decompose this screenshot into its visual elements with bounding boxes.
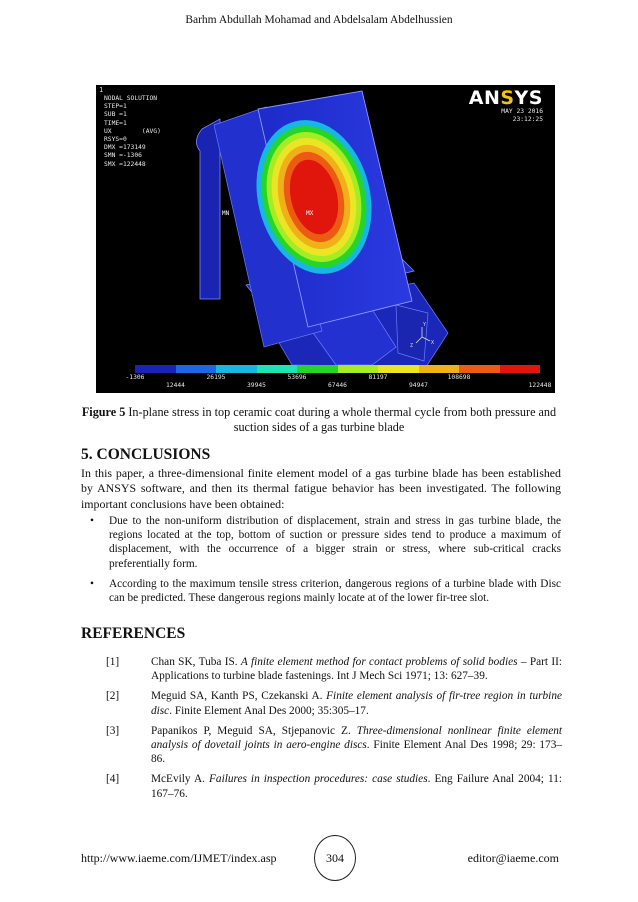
list-item: • Due to the non-uniform distribution of displacement, strain and stress in gas turbine blade, the regions located at the top, bottom of suction or pressure sides tend to produce a maximum of displacement, with the occurrence of a bigger strain or stress, where sub-critical cracks preferentially form. <box>90 515 561 570</box>
timestamp <box>501 108 543 124</box>
reference-number: [4] <box>106 773 120 786</box>
journal-url-link[interactable]: http://www.iaeme.com/IJMET/index.asp <box>81 851 277 865</box>
legend-tick-label: 53696 <box>287 374 307 381</box>
legend-swatch <box>135 365 176 373</box>
info-line: NODAL SOLUTION <box>104 95 158 102</box>
legend-swatch <box>297 365 338 373</box>
info-line: STEP=1 <box>104 103 127 111</box>
legend-tick-label: 108698 <box>447 374 471 381</box>
color-legend-bar <box>135 365 540 373</box>
axis-z-label: Z <box>410 343 414 349</box>
legend-swatch <box>459 365 500 373</box>
axis-x-label: X <box>431 340 435 346</box>
reference-number: [1] <box>106 656 120 668</box>
legend-tick-label: 94947 <box>409 382 428 389</box>
solution-info <box>104 95 161 169</box>
window-number: 1 <box>99 86 104 94</box>
legend-tick-label: 12444 <box>166 382 185 389</box>
list-item: • According to the maximum tensile stress criterion, dangerous regions of a turbine blade with Disc can be predicted. These dangerous regions mainly locate at of the lower fir-tree slot. <box>90 577 561 605</box>
info-line: SMN =-1306 <box>104 152 142 160</box>
legend-tick-label: 81197 <box>368 374 388 381</box>
section-heading-conclusions: 5. CONCLUSIONS <box>81 446 211 463</box>
bullet-icon: • <box>90 577 94 590</box>
ansys-figure <box>96 85 555 393</box>
legend-swatch <box>500 365 541 373</box>
bullet-icon: • <box>90 515 94 527</box>
blade-leading-edge <box>196 119 220 299</box>
info-line: RSYS=0 <box>104 136 127 144</box>
legend-swatch <box>378 365 419 373</box>
legend-tick-label: 122448 <box>528 382 552 389</box>
info-line: SMX =122448 <box>104 160 146 168</box>
section-heading-references: REFERENCES <box>81 625 186 642</box>
ansys-logo: ANSYS <box>468 87 543 109</box>
legend-swatch <box>176 365 217 373</box>
legend-swatch <box>257 365 298 373</box>
reference-item: [4] McEvily A. Failures in inspection procedures: case studies. Eng Failure Anal 2004; 11: 167–76. <box>106 773 562 800</box>
reference-item: [3] Papanikos P, Meguid SA, Stjepanovic Z. Three-dimensional nonlinear finite element analysis of dovetail joints in aero-engine discs. Finite Element Anal Des 1998; 29: 173–86. <box>106 724 563 766</box>
mx-label: MX <box>306 210 314 217</box>
axis-y-label: Y <box>423 322 427 328</box>
reference-number: [3] <box>106 724 120 737</box>
info-line: DMX =173149 <box>104 144 146 152</box>
info-line: SUB =1 <box>104 111 127 119</box>
figure-caption <box>72 405 566 435</box>
reference-item: [2] Meguid SA, Kanth PS, Czekanski A. Finite element analysis of fir-tree region in turbine disc. Finite Element Anal Des 2000; 35:305–17. <box>106 690 562 717</box>
legend-tick-label: -1306 <box>125 374 145 381</box>
date-text: MAY 23 2016 <box>501 108 543 115</box>
legend-tick-label: 67446 <box>328 382 347 389</box>
reference-item: [1] Chan SK, Tuba IS. A finite element method for contact problems of solid bodies – Part II: Applications to turbine blade fastenings. Int J Mech Sci 1971; 13: 627–39. <box>106 656 563 683</box>
legend-tick-label: 26195 <box>206 374 226 381</box>
info-line: UX (AVG) <box>104 127 161 135</box>
running-header: Barhm Abdullah Mohamad and Abdelsalam Abdelhussien <box>185 14 453 26</box>
info-line: TIME=1 <box>104 119 127 127</box>
time-text: 23:12:25 <box>512 116 543 124</box>
caption-label: Figure 5 <box>81 405 126 419</box>
legend-swatch <box>216 365 257 373</box>
mn-label: MN <box>222 210 230 217</box>
reference-number: [2] <box>106 690 120 703</box>
conclusions-bullet-list <box>90 514 561 611</box>
conclusions-paragraph: In this paper, a three-dimensional finite element model of a gas turbine blade has been established by ANSYS software, and then its thermal fatigue behavior has been investigated. The following important conclusions have been obtained: <box>81 466 561 511</box>
editor-email-link[interactable]: editor@iaeme.com <box>467 851 559 865</box>
reference-list <box>106 655 562 807</box>
caption-text: In-plane stress in top ceramic coat during a whole thermal cycle from both pressure and suction sides of a gas turbine blade <box>125 405 557 434</box>
legend-tick-label: 39945 <box>247 382 266 389</box>
legend-swatch <box>419 365 460 373</box>
page-number: 304 <box>314 835 356 881</box>
blade-root-side <box>396 305 428 361</box>
legend-swatch <box>338 365 379 373</box>
blade-model-render <box>96 85 555 393</box>
